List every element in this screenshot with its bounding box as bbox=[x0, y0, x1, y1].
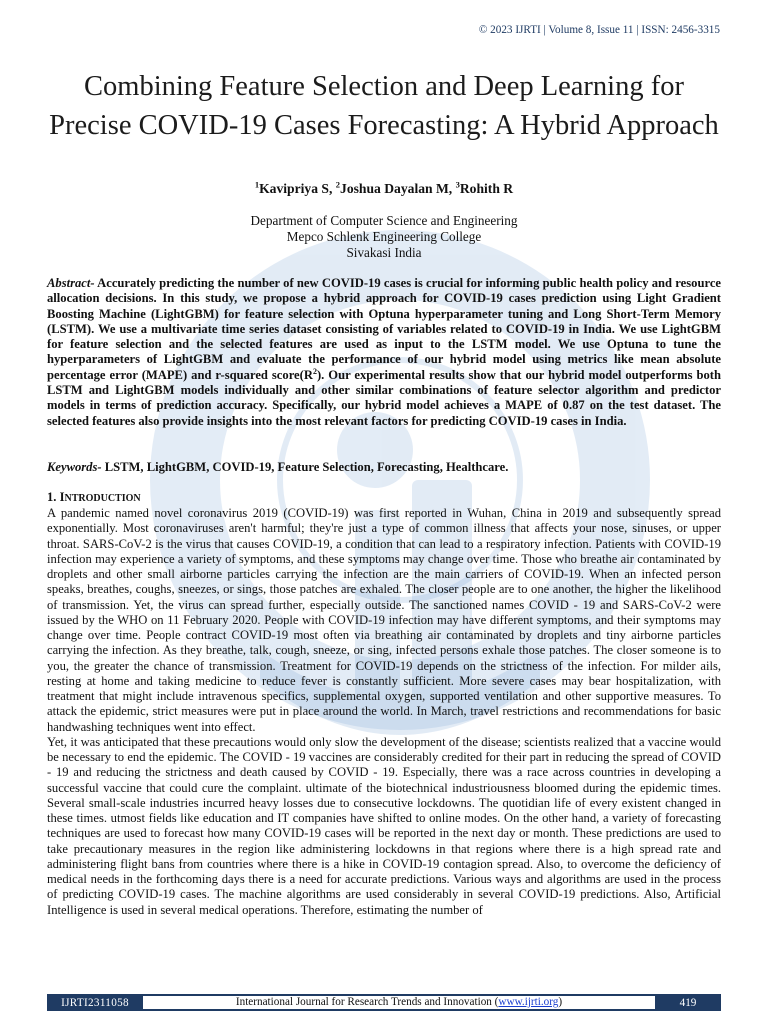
abstract-text-tail: ). Our experimental results show that our hybrid model outperforms both LSTM and LightGBM models individually and other similar combinations of feature selector algorithm and predictor models in terms of prediction accuracy. Specifically, our hybrid model achieves a MAPE of 0.87 on the test dataset. The selected features also provide insights into the most relevant factors for predicting COVID-19 cases in India. bbox=[47, 367, 721, 428]
intro-paragraph-2: Yet, it was anticipated that these precautions would only slow the development of the disease; scientists realized that a vaccine would be necessary to end the epidemic. The COVID - 19 vaccines are considerably credited for their part in reducing the spread of COVID - 19 and reducing the strictness and death caused by COVID - 19. Especially, there was a race across countries in developing a successful vaccine that could cure the complaint. ultimate of the biotechnical industriousness bloomed during the epidemic times. Several small-scale industries incurred heavy losses due to consecutive lockdowns. The quotidian life of every existent changed in these times. utmost fields like education and IT companies have shifted to online modes. On the other hand, a variety of forecasting techniques are used to forecast how many COVID-19 cases will be reported in the next day or month. These predictions are used to take precautionary measures in the region like administering lockdowns in that regions where there is a high spread rate and administering flight bans from countries where there is a hike in COVID-19 contagion spread. Also, to overcome the deficiency of medical needs in the forthcoming days there is a need for accurate predictions. Various ways and algorithms are used in the process of predicting COVID-19 cases. The machine algorithms are used considerably in several COVID-19 predictions. Also, Artificial Intelligence is used in several medical operations. Therefore, estimating the number of bbox=[47, 734, 721, 917]
introduction-body bbox=[47, 506, 721, 918]
footer-journal-title bbox=[143, 994, 655, 1011]
paper-title: Combining Feature Selection and Deep Learning for Precise COVID-19 Cases Forecasting: A Hybrid Approach bbox=[49, 71, 719, 141]
keywords bbox=[47, 460, 721, 475]
footer-journal-suffix: ) bbox=[558, 996, 563, 1008]
affiliation bbox=[0, 213, 768, 262]
affiliation-department: Department of Computer Science and Engineering bbox=[250, 213, 518, 228]
intro-paragraph-1: A pandemic named novel coronavirus 2019 (COVID-19) was first reported in Wuhan, China in 2019 and subsequently spread exponentially. Most coronaviruses aren't harmful; they're just a type of common illness that affects your nose, sinuses, or upper throat. SARS-CoV-2 is the virus that causes COVID-19, a condition that can lead to a respiratory infection. Patients with COVID-19 infection may experience a variety of symptoms, and these symptoms may change over time. Those who breathe air contaminated by droplets and other small airborne particles carrying the infection are the main carriers of COVID-19. When an infected person speaks, breathes, coughs, sneezes, or sings, those patches are exhaled. The closer people are to one another, the higher the likelihood of transmission. Yet, the virus can spread further, especially outside. The sanctioned names COVID - 19 and SARS-CoV-2 were issued by the WHO on 11 February 2020. People with COVID-19 infection may have different symptoms, and their symptoms may change over time. People contract COVID-19 most often via breathing air contaminated by droplets and tiny airborne particles carrying the infection. As they breathe, talk, cough, sneeze, or sing, infected persons exhale those patches. The closer someone is to you, the greater the chance of transmission. Treatment for COVID-19 depends on the strictness of the infection. For milder ails, resting at home and taking medicine to reduce fever is constantly sufficient. More severe cases may bear hospitalization, with treatment that might include intravenous specifics, supplemental oxygen, supported ventilation and other supportive measures. To attack the epidemic, strict measures were put in place around the world. In March, travel restrictions and recommendations for basic handwashing techniques went into effect. bbox=[47, 506, 721, 734]
keywords-text: LSTM, LightGBM, COVID-19, Feature Selection, Forecasting, Healthcare. bbox=[101, 460, 509, 474]
section-number: 1. I bbox=[47, 490, 65, 504]
footer-journal-prefix: International Journal for Research Trends and Innovation ( bbox=[235, 996, 499, 1008]
journal-header-meta: © 2023 IJRTI | Volume 8, Issue 11 | ISSN: 2456-3315 bbox=[478, 24, 720, 36]
section-heading-introduction bbox=[47, 490, 141, 505]
abstract-superscript: 2 bbox=[312, 366, 317, 376]
author-2-number: 2 bbox=[335, 179, 341, 190]
keywords-label: Keywords- bbox=[47, 460, 102, 474]
author-1-name: Kavipriya S, bbox=[259, 181, 336, 196]
author-list bbox=[0, 181, 768, 197]
affiliation-city: Sivakasi India bbox=[346, 245, 422, 261]
journal-website-link[interactable]: www.ijrti.org bbox=[498, 996, 559, 1008]
author-3-name: Rohith R bbox=[459, 181, 514, 196]
author-1-number: 1 bbox=[254, 179, 260, 190]
section-title: NTRODUCTION bbox=[64, 493, 141, 504]
author-2-name: Joshua Dayalan M, bbox=[340, 181, 456, 196]
page-footer bbox=[47, 994, 721, 1011]
author-3-number: 3 bbox=[455, 179, 460, 190]
affiliation-college: Mepco Schlenk Engineering College bbox=[286, 229, 482, 245]
abstract bbox=[47, 276, 721, 429]
footer-paper-id: IJRTI2311058 bbox=[47, 994, 143, 1011]
footer-page-number: 419 bbox=[655, 994, 721, 1011]
abstract-label: Abstract- bbox=[47, 276, 95, 290]
abstract-text: Accurately predicting the number of new COVID-19 cases is crucial for informing public health policy and resource allocation decisions. In this study, we propose a hybrid approach for COVID-19 cases prediction using Light Gradient Boosting Machine (LightGBM) for feature selection with Optuna hyperparameter tuning and Long Short-Term Memory (LSTM). We use a multivariate time series dataset consisting of variables related to COVID-19 in India. We use LightGBM for feature selection and the selected features are used as input to the LSTM model. We use Optuna to tune the hyperparameters of LightGBM and evaluate the performance of our hybrid model using metrics like mean absolute percentage error (MAPE) and r-squared score(R bbox=[47, 276, 721, 382]
